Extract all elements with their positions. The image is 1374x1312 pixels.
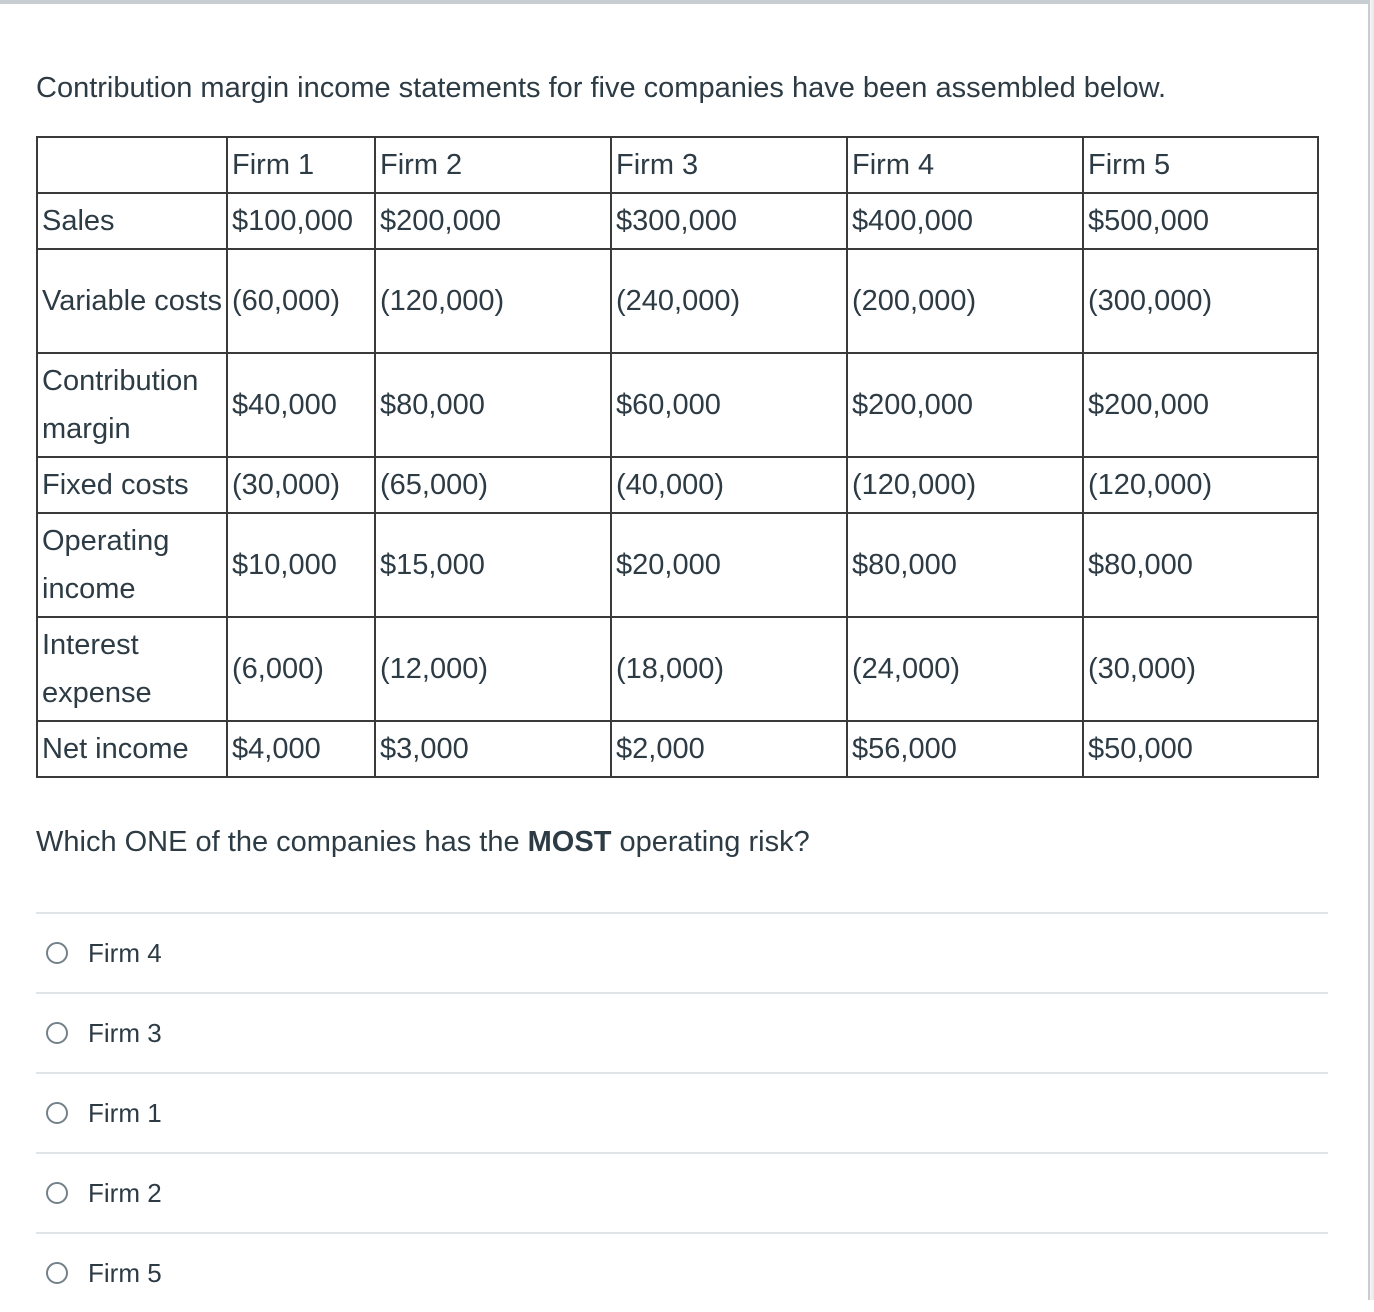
table-cell: $200,000	[847, 353, 1083, 457]
table-cell: (65,000)	[375, 457, 611, 513]
table-cell: (6,000)	[227, 617, 375, 721]
table-cell: $400,000	[847, 193, 1083, 249]
window-right-border	[1368, 0, 1374, 1300]
answer-label[interactable]: Firm 1	[88, 1097, 162, 1128]
table-cell: (30,000)	[1083, 617, 1318, 721]
answer-label[interactable]: Firm 3	[88, 1017, 162, 1048]
table-header-cell: Firm 5	[1083, 137, 1318, 193]
table-cell: (120,000)	[1083, 457, 1318, 513]
table-cell: $80,000	[847, 513, 1083, 617]
radio-button[interactable]	[46, 1022, 68, 1044]
table-cell: (40,000)	[611, 457, 847, 513]
table-cell: $100,000	[227, 193, 375, 249]
table-row	[37, 513, 1318, 617]
table-cell: $200,000	[375, 193, 611, 249]
table-row	[37, 457, 1318, 513]
table-cell: $15,000	[375, 513, 611, 617]
table-cell: (60,000)	[227, 249, 375, 353]
table-row	[37, 193, 1318, 249]
income-statement-table	[36, 136, 1319, 778]
window-top-border	[0, 0, 1374, 4]
table-header-cell: Firm 2	[375, 137, 611, 193]
question-container	[36, 60, 1328, 1288]
answer-option-firm-1[interactable]	[36, 1072, 1328, 1152]
table-cell: (120,000)	[375, 249, 611, 353]
table-row	[37, 249, 1318, 353]
table-cell: $56,000	[847, 721, 1083, 777]
table-row	[37, 617, 1318, 721]
table-cell: (120,000)	[847, 457, 1083, 513]
table-header-cell: Firm 3	[611, 137, 847, 193]
table-header-cell	[37, 137, 227, 193]
table-cell: (24,000)	[847, 617, 1083, 721]
answer-label[interactable]: Firm 5	[88, 1257, 162, 1288]
table-cell: $4,000	[227, 721, 375, 777]
table-cell: $40,000	[227, 353, 375, 457]
table-cell: $500,000	[1083, 193, 1318, 249]
table-header-cell: Firm 1	[227, 137, 375, 193]
table-cell: $3,000	[375, 721, 611, 777]
answer-label[interactable]: Firm 2	[88, 1177, 162, 1208]
answer-option-firm-2[interactable]	[36, 1152, 1328, 1232]
table-header-cell: Firm 4	[847, 137, 1083, 193]
answer-option-firm-5[interactable]	[36, 1232, 1328, 1312]
table-row	[37, 353, 1318, 457]
prompt-text-after: operating risk?	[611, 826, 810, 858]
row-label: Interest expense	[37, 617, 227, 721]
table-cell: $2,000	[611, 721, 847, 777]
row-label: Net income	[37, 721, 227, 777]
table-cell: (12,000)	[375, 617, 611, 721]
question-prompt	[36, 816, 810, 868]
table-cell: $10,000	[227, 513, 375, 617]
table-cell: (300,000)	[1083, 249, 1318, 353]
row-label: Contribution margin	[37, 353, 227, 457]
table-cell: $80,000	[375, 353, 611, 457]
answer-label[interactable]: Firm 4	[88, 937, 162, 968]
table-row	[37, 721, 1318, 777]
question-intro: Contribution margin income statements for five companies have been assembled below.	[36, 72, 1166, 104]
prompt-text-before: Which ONE of the companies has the	[36, 826, 528, 858]
table-header-row	[37, 137, 1318, 193]
table-cell: (18,000)	[611, 617, 847, 721]
radio-button[interactable]	[46, 1262, 68, 1284]
answer-list	[36, 912, 1328, 1312]
answer-option-firm-3[interactable]	[36, 992, 1328, 1072]
table-cell: $300,000	[611, 193, 847, 249]
row-label: Variable costs	[37, 249, 227, 353]
row-label: Fixed costs	[37, 457, 227, 513]
row-label: Sales	[37, 193, 227, 249]
radio-button[interactable]	[46, 942, 68, 964]
table-cell: (200,000)	[847, 249, 1083, 353]
table-cell: (240,000)	[611, 249, 847, 353]
table-cell: $80,000	[1083, 513, 1318, 617]
answer-option-firm-4[interactable]	[36, 912, 1328, 992]
table-cell: $200,000	[1083, 353, 1318, 457]
table-cell: $50,000	[1083, 721, 1318, 777]
row-label: Operating income	[37, 513, 227, 617]
prompt-emphasis: MOST	[527, 826, 612, 858]
table-cell: $60,000	[611, 353, 847, 457]
table-cell: $20,000	[611, 513, 847, 617]
table-cell: (30,000)	[227, 457, 375, 513]
radio-button[interactable]	[46, 1102, 68, 1124]
radio-button[interactable]	[46, 1182, 68, 1204]
